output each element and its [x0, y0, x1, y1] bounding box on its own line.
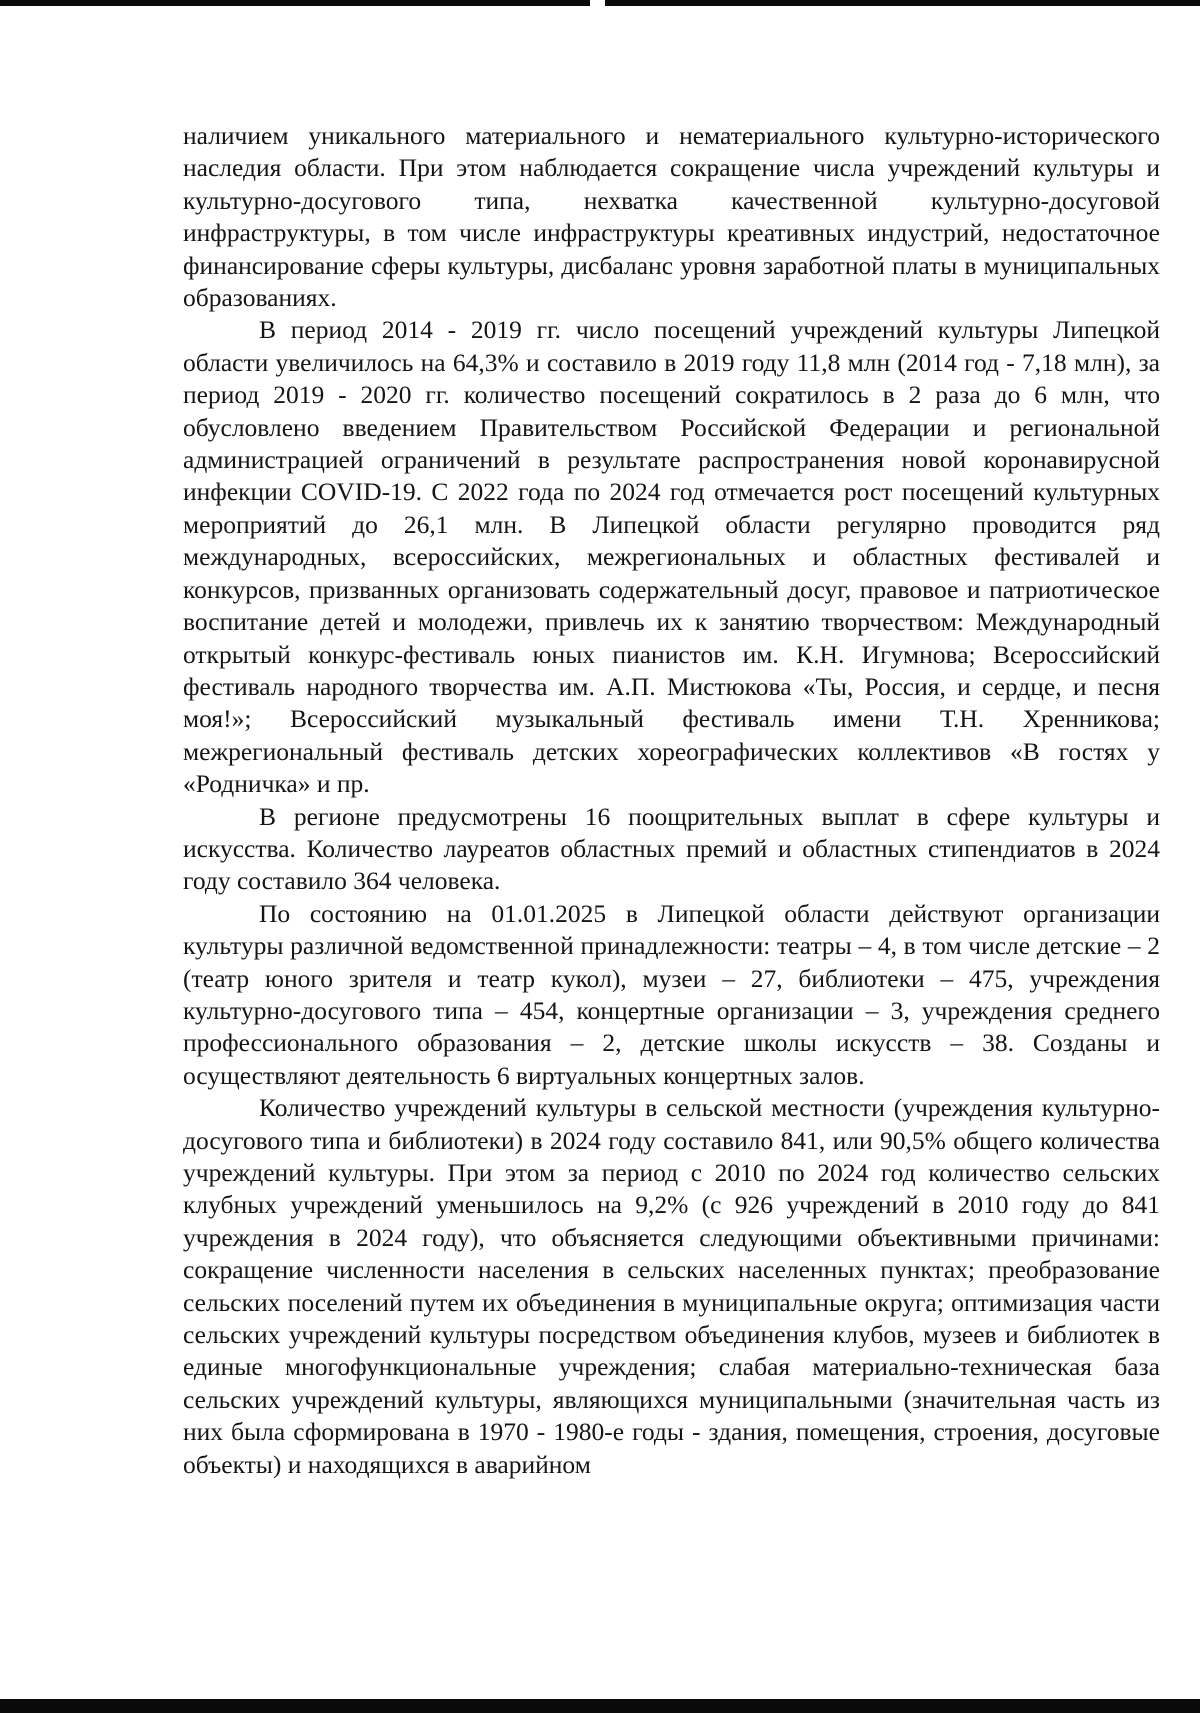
- scan-border-bottom: [0, 1699, 1200, 1713]
- paragraph-rural-institutions: Количество учреждений культуры в сельской местности (учреждения культурно-досугового типа и библиотеки) в 2024 году составило 841, или 90,5% общего количества учреждений культуры. При этом за период с 2010 по 2024 год количество сельских клубных учреждений уменьшилось на 9,2% (с 926 учреждений в 2010 году до 841 учреждения в 2024 году), что объясняется следующими объективными причинами: сокращение численности населения в сельских населенных пунктах; преобразование сельских поселений путем их объединения в муниципальные округа; оптимизация части сельских учреждений культуры посредством объединения клубов, музеев и библиотек в единые многофункциональные учреждения; слабая материально-техническая база сельских учреждений культуры, являющихся муниципальными (значительная часть из них была сформирована в 1970 - 1980-е годы - здания, помещения, строения, досуговые объекты) и находящихся в аварийном: [183, 1093, 1160, 1479]
- paragraph-organizations-count: По состоянию на 01.01.2025 в Липецкой области действуют организации культуры различной ведомственной принадлежности: театры – 4, в том числе детские – 2 (театр юного зрителя и театр кукол), музеи – 27, библиотеки – 475, учреждения культурно-досугового типа – 454, концертные организации – 3, учреждения среднего профессионального образования – 2, детские школы искусств – 38. Созданы и осуществляют деятельность 6 виртуальных концертных залов.: [183, 898, 1160, 1090]
- paragraph-incentive-payments: В регионе предусмотрены 16 поощрительных выплат в сфере культуры и искусства. Количество лауреатов областных премий и областных стипендиатов в 2024 году составило 364 человека.: [183, 801, 1160, 896]
- paragraph-continuation: наличием уникального материального и нематериального культурно-исторического наследия области. При этом наблюдается сокращение числа учреждений культуры и культурно-досугового типа, нехватка качественной культурно-досуговой инфраструктуры, в том числе инфраструктуры креативных индустрий, недостаточное финансирование сферы культуры, дисбаланс уровня заработной платы в муниципальных образованиях.: [183, 121, 1160, 313]
- scan-border-top-left: [0, 0, 590, 6]
- paragraph-visits-and-festivals: В период 2014 - 2019 гг. число посещений учреждений культуры Липецкой области увеличилось на 64,3% и составило в 2019 году 11,8 млн (2014 год - 7,18 млн), за период 2019 - 2020 гг. количество посещений сократилось в 2 раза до 6 млн, что обусловлено введением Правительством Российской Федерации и региональной администрацией ограничений в результате распространения новой коронавирусной инфекции COVID-19. С 2022 года по 2024 год отмечается рост посещений культурных мероприятий до 26,1 млн. В Липецкой области регулярно проводится ряд международных, всероссийских, межрегиональных и областных фестивалей и конкурсов, призванных организовать содержательный досуг, правовое и патриотическое воспитание детей и молодежи, привлечь их к занятию творчеством: Международный открытый конкурс-фестиваль юных пианистов им. К.Н. Игумнова; Всероссийский фестиваль народного творчества им. А.П. Мистюкова «Ты, Россия, и сердце, и песня моя!»; Всероссийский музыкальный фестиваль имени Т.Н. Хренникова; межрегиональный фестиваль детских хореографических коллективов «В гостях у «Родничка» и пр.: [183, 315, 1160, 799]
- document-body: [183, 120, 1160, 1481]
- scan-border-top-right: [605, 0, 1200, 6]
